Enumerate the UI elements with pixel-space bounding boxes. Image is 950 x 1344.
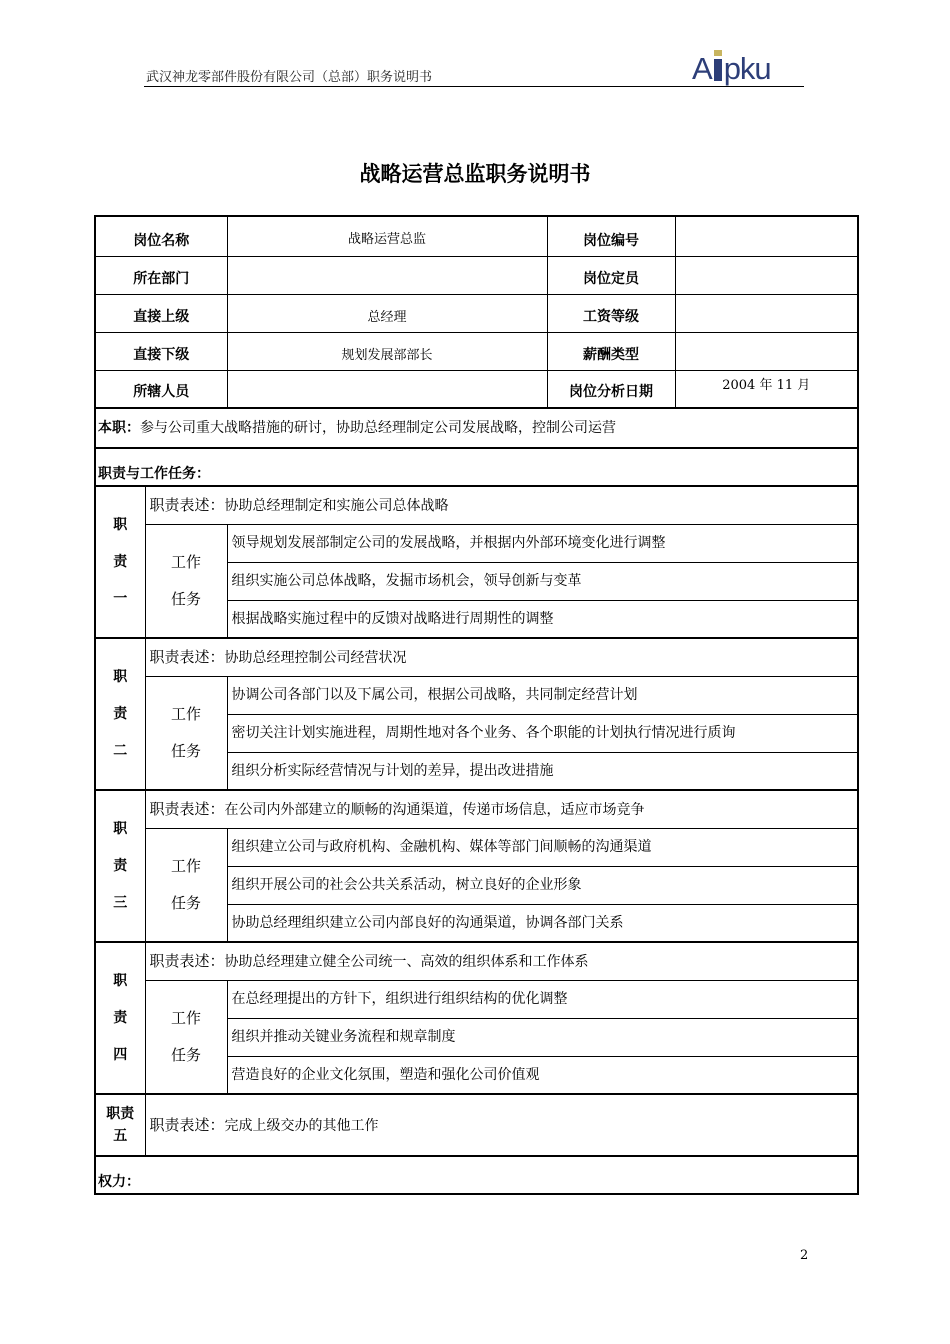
info-label: 工资等级	[547, 294, 675, 332]
info-value	[675, 256, 858, 294]
header-divider	[144, 86, 804, 87]
duty-desc-text: 协助总经理建立健全公司统一、高效的组织体系和工作体系	[224, 953, 589, 970]
task-row	[95, 828, 858, 866]
task-item: 密切关注计划实施进程，周期性地对各个业务、各个职能的计划执行情况进行质询	[227, 714, 858, 752]
duty5-desc-text: 完成上级交办的其他工作	[224, 1117, 379, 1134]
task-item: 组织开展公司的社会公共关系活动，树立良好的企业形象	[227, 866, 858, 904]
page-number: 2	[800, 1248, 809, 1263]
duty-label-char: 职	[113, 668, 128, 685]
duty5-desc-prefix: 职责表述：	[149, 1115, 225, 1134]
logo-bar-icon	[714, 59, 722, 81]
duty-label-char: 职	[113, 972, 128, 989]
info-label: 岗位分析日期	[547, 370, 675, 408]
duty-description	[145, 942, 858, 980]
page-title: 战略运营总监职务说明书	[359, 162, 591, 186]
duty-label-char: 责	[113, 705, 128, 722]
duty-label-char: 四	[113, 1046, 128, 1063]
job-description-table	[94, 215, 859, 1195]
task-row	[95, 524, 858, 562]
task-item: 组织并推动关键业务流程和规章制度	[227, 1018, 858, 1056]
core-label: 本职：	[98, 420, 140, 436]
duty-label-char: 二	[113, 742, 128, 759]
duty-label-char: 责	[113, 857, 128, 874]
duty-label-char: 一	[113, 590, 128, 607]
task-item: 组织分析实际经营情况与计划的差异，提出改进措施	[227, 752, 858, 790]
info-label: 所辖人员	[95, 370, 227, 408]
work-task-label-top: 工作	[170, 552, 201, 571]
duty-desc-row	[95, 486, 858, 524]
info-row	[95, 370, 858, 408]
duty5-row	[95, 1094, 858, 1156]
duty-desc-row	[95, 790, 858, 828]
work-task-label-bottom: 任务	[170, 1045, 201, 1064]
info-value: 规划发展部部长	[227, 332, 547, 370]
info-row	[95, 332, 858, 370]
info-value: 总经理	[227, 294, 547, 332]
info-label: 所在部门	[95, 256, 227, 294]
task-item: 根据战略实施过程中的反馈对战略进行周期性的调整	[227, 600, 858, 638]
info-label: 岗位编号	[547, 216, 675, 256]
work-task-label-bottom: 任务	[170, 589, 201, 608]
task-row	[95, 980, 858, 1018]
duty-description	[145, 486, 858, 524]
duty-label	[95, 942, 145, 1094]
work-task-label-bottom: 任务	[170, 741, 201, 760]
duty-desc-prefix: 职责表述：	[149, 647, 225, 666]
info-value	[675, 332, 858, 370]
duty-desc-row	[95, 638, 858, 676]
task-item: 组织建立公司与政府机构、金融机构、媒体等部门间顺畅的沟通渠道	[227, 828, 858, 866]
info-value	[675, 216, 858, 256]
task-item: 协调公司各部门以及下属公司，根据公司战略，共同制定经营计划	[227, 676, 858, 714]
info-label: 直接下级	[95, 332, 227, 370]
work-task-label-top: 工作	[170, 704, 201, 723]
duty-desc-text: 协助总经理控制公司经营状况	[224, 649, 407, 666]
info-value	[675, 294, 858, 332]
duty-desc-prefix: 职责表述：	[149, 799, 225, 818]
info-label: 岗位名称	[95, 216, 227, 256]
core-cell	[95, 408, 858, 448]
task-item: 营造良好的企业文化氛围，塑造和强化公司价值观	[227, 1056, 858, 1094]
work-task-label	[145, 980, 227, 1094]
work-task-label-top: 工作	[170, 856, 201, 875]
task-row	[95, 676, 858, 714]
duty5-label-bottom: 五	[113, 1128, 128, 1144]
info-value: 战略运营总监	[227, 216, 547, 256]
task-item: 在总经理提出的方针下，组织进行组织结构的优化调整	[227, 980, 858, 1018]
duty5-description	[145, 1094, 858, 1156]
info-row	[95, 216, 858, 256]
duty5-label	[95, 1094, 145, 1156]
work-task-label	[145, 524, 227, 638]
info-value	[227, 256, 547, 294]
logo-letters-pku: pku	[723, 51, 771, 86]
logo-letter-a: A	[692, 51, 712, 86]
duty-label-char: 职	[113, 516, 128, 533]
core-text: 参与公司重大战略措施的研讨，协助总经理制定公司发展战略，控制公司运营	[140, 420, 616, 436]
duties-header: 职责与工作任务：	[95, 448, 858, 486]
duty-description	[145, 790, 858, 828]
info-label: 直接上级	[95, 294, 227, 332]
duty-desc-prefix: 职责表述：	[149, 951, 225, 970]
duty-desc-text: 在公司内外部建立的顺畅的沟通渠道，传递市场信息，适应市场竞争	[224, 801, 645, 818]
duty-label-char: 职	[113, 820, 128, 837]
duty-desc-prefix: 职责表述：	[149, 495, 225, 514]
duty-desc-row	[95, 942, 858, 980]
duty5-label-top: 职责	[106, 1106, 135, 1122]
info-row	[95, 256, 858, 294]
info-value	[227, 370, 547, 408]
duty-description	[145, 638, 858, 676]
work-task-label-bottom: 任务	[170, 893, 201, 912]
task-item: 组织实施公司总体战略，发掘市场机会，领导创新与变革	[227, 562, 858, 600]
info-label: 岗位定员	[547, 256, 675, 294]
duty-desc-text: 协助总经理制定和实施公司总体战略	[224, 497, 449, 514]
info-value: 2004 年 11 月	[675, 370, 858, 408]
duties-header-row	[95, 448, 858, 486]
power-row	[95, 1156, 858, 1194]
info-label: 薪酬类型	[547, 332, 675, 370]
duty-label	[95, 638, 145, 790]
task-item: 领导规划发展部制定公司的发展战略，并根据内外部环境变化进行调整	[227, 524, 858, 562]
duty-label-char: 责	[113, 1009, 128, 1026]
work-task-label	[145, 828, 227, 942]
work-task-label-top: 工作	[170, 1008, 201, 1027]
duty-label	[95, 486, 145, 638]
company-logo	[692, 52, 771, 86]
power-label: 权力：	[95, 1156, 858, 1194]
core-row	[95, 408, 858, 448]
header-company-text: 武汉神龙零部件股份有限公司（总部）职务说明书	[146, 70, 433, 85]
duty-label	[95, 790, 145, 942]
work-task-label	[145, 676, 227, 790]
duty-label-char: 三	[113, 894, 128, 911]
duty-label-char: 责	[113, 553, 128, 570]
info-row	[95, 294, 858, 332]
task-item: 协助总经理组织建立公司内部良好的沟通渠道，协调各部门关系	[227, 904, 858, 942]
